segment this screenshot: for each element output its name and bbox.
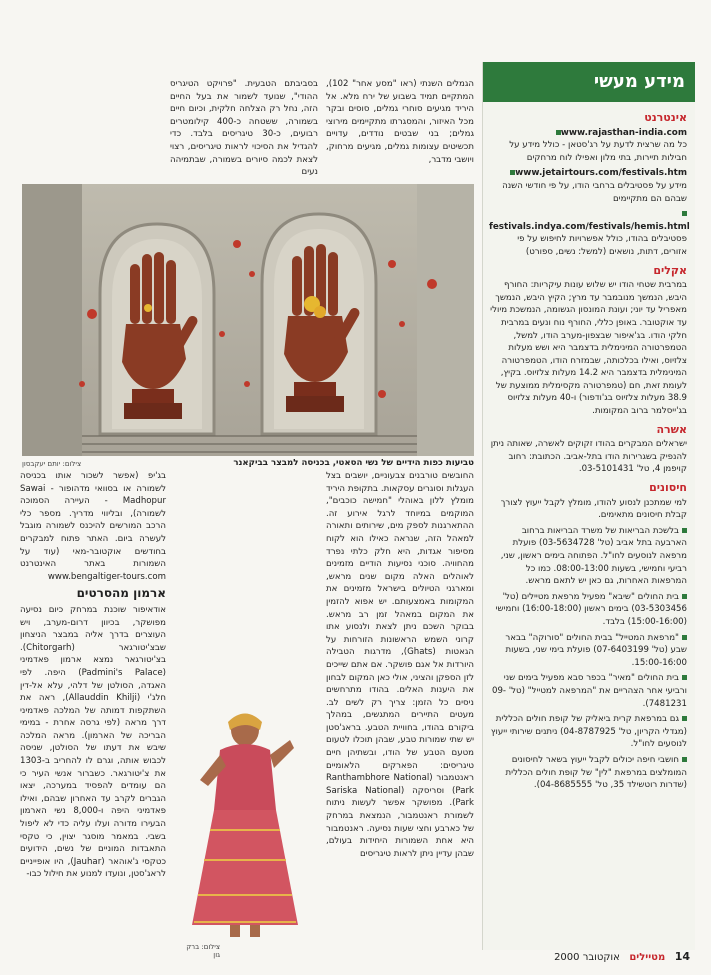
bullet-square-icon [682,211,687,216]
bullet-square-icon [682,675,687,680]
vaccine-item: בית החולים "שיבא" מפעיל מרפאת מטיילים (טל' 03-5303456) בימים ראשון (16:00-18:00) וחמישי (15:00-16:00) בלבד. [495,591,687,627]
url-link[interactable]: www.rajasthan-india.com [489,127,687,140]
climate-heading: אקלים [653,263,687,277]
vaccine-item: בלשכת הבריאות של משרד הבריאות ברחוב הארבעה בתל אביב (טל' 03-5634728) פועלת מרפאה לנוסעים לחו"ל. הפתוחה בימים ראשון, שני, רביעי וחמישי, בשעות 08:00-13:00. כמו כל המרפאות האחרות, גם כאן יש לתאם מראש. [500,525,687,587]
bullet-square-icon [682,716,687,721]
practical-info-sidebar [482,62,695,950]
url-description: מידע על פסטיבלים ברחבי הודו, על פי חודשי השנה שבהם הם מתקיימים [502,180,687,204]
article-text: אודאיפור שוכנת במרחק כיום נסיעה מפושקר, בכיוון דרום-מערב, ויש העוצרים בדרך אליה במבצר הניצחון שבצ'יטורגאר (Chitorgarh). בצ'יטורגאר נמצא ארמון פאדמיני (Padmini's Palace) היפה. לפי האגדה, הסולטן של דלהי, עלא אל-דין חלג'י (Allauddin Khilji), ראה את השתקפות דמותה של המלכה פאדמיני דרך מראה (לפי גרסה אחרת - במימי הבריכה של הארמון). מראה המלכה שיבש את דעתו של הסולטן, שניסה לכבוש אותה, וגרם לו להחריב ב-1303 את צ'יטורגאר. כשברור אנשי העיר כי הם עומדים להפסיד במערכה, יצאו הגברים לקרב עד האחרון שבהם, ואילו פאדמיני היפה ו-8,000 נשי הארמון הבעירו מדורה ועלו עליה כדי לא ליפול בשבי. במאמר מוסגר יצוין, כי טקסי התאבדות המוניים של נשים, הידועים כטקסי ג'אוהאר (Jauhar), היו אופייניים לראג'סטן, ונועדו למנוע את חילול כבו- [20,604,166,880]
photo-caption-text: טביעות כפות הידיים של נשי הסאטי, בכניסה למבצר בביקאנר [233,458,474,468]
url-link[interactable]: www.jetairtours.com/festivals.htm [489,167,687,180]
article-column-bottom-left [20,470,166,881]
visa-text: ישראלים המבקרים בהודו זקוקים לאשרה, שאותה ניתן להנפיק בשגרירות הודו בתל-אביב. הכתובת: רחוב קויפמן 4, טל' 03-5101431. [490,439,687,475]
vaccine-item: חושבי חיפה יכולים לקבל ייעוץ בשאר לחיסונים המומלצים במרפאת "לין" של קופת חולים הכללית (שדרות רוטשילד 35, טל' 04-8685555). [505,754,687,791]
internet-heading: אינטרנט [644,111,687,124]
dancer-illustration [180,700,310,940]
handprints-illustration [22,184,474,456]
issue-date: אוקטובר 2000 [554,952,620,963]
climate-text: במרבית שטחי הודו יש שלוש עונות עיקריות: החורף היבש, הנמשך מנובמבר עד מרץ; הקיץ היבש, הנמשך מאפריל עד יוני; ועונת המונסון הגשומה, הנמשכת מיולי עד אוקטובר. באופן כללי, החורף נוח ונעים במרבית חלקי הודו. בג'איפור שבצפון-מערב הודו, למשל, הטמפרטורה המינימלית בדצמבר היא ושש מעלות צלזיוס, ואילו בכלכותה, שבמזרח הודו, הטמפרטורה המינימלית בדצמבר היא 14.2 מעלות צלזיוס. בקיץ, לעומת זאת, חם (טמפרטורה מקסימלית ממוצעת של 38.9 מעלות צלזיוס בג'ודפור) ו-40 מעלות צלזיוס בג'ייסלמר ברוב המקומות. [490,280,687,417]
bullet-square-icon [682,757,687,762]
bullet-square-icon [682,635,687,640]
page-footer [520,950,690,966]
handprints-photo [22,184,474,456]
magazine-name: מטיילים [629,952,666,963]
article-column-top-right: הגמלים השנתי (ראו "מסע אחר" 102), המתקיים תמיד בשבוע של ירח מלא. אל היריד מגיעים סוחרי גמלים, סוסים ובקר מכל האיזור, והמסגרתו מתקיימים מירוצי גמלים; בני שבטים נודדים, עדויים תכשיטים עצומות גמלים, מגיעים מרחוק, ויושבי מדבר, [326,79,474,165]
article-column-top-middle: בסביבתם הטבעית. "פרויקט הטיגריס ההודי", שנועד לשמור את בעל החיים הזה, נחל רק הצלחה חלקית, וכיום חיים בשמורה, ששטחה כ-400 קילומטרים רבועים, כ-30 טיגריסים בלבד. כדי להגדיל את הסיכוי לראות טיגריסים, רצוי לצאת לכמה סיורים בשמורה, שבתמיהה נעים [170,79,319,178]
bullet-square-icon [682,594,687,599]
page-number: 14 [674,950,690,963]
vaccines-heading: חיסונים [649,481,687,495]
tiger-tours-link[interactable]: www.bengaltiger-tours.com [47,571,166,582]
visa-heading: אשרה [656,422,687,436]
article-text: בג'יפ (אפשר לשכור אותו בכניסה לשמורה או בסוואי מדהופור - Sawai Madhopur - העיירה הסמוכה לשמורה), ובליווי מדריך. מספר כלי הרכב המורשים להיכנס לשמורה מוגבל לעשרה ביום. האתר פתוח למבקרים בחודשים אוקטובר-מאי (עוד על השמורות באתר האינטרנט [20,471,166,570]
url-description: פסטיבלים בהודו, כולל אפשרויות לחיפוש על פי אזורים, דתות, נושאים (למשל: נשים, ספורט) [517,234,687,257]
url-description: כל מה שרצית לדעת על רג'סטאן - כולל מידע על חבילות תיירות, בתי מלון ואפילו לוח מרחקים [509,140,687,163]
url-link[interactable]: festivals.indya.com/festivals/hemis.html [489,208,687,233]
photo-credit: צילום: יותם יעקבסון [22,460,82,468]
bullet-square-icon [682,528,687,533]
sidebar-body [483,102,695,792]
section-heading-palace: ארמון מהסרטים [76,586,166,601]
dancer-photo [180,700,310,940]
vaccine-item: "מרפאת המטייל" בבית החולים "סורוקה" בבאר שבע (טל' 07-6403199) פועלת בימי שני, בשעות 15:00-16:00. [505,632,687,668]
vaccines-intro: למי שמתכנן לנסוע להודו, מומלץ לקבל ייעוץ לצורך קבלת חיסונים מתאימים. [500,497,687,521]
sidebar-title: מידע מעשי [483,62,695,102]
vaccine-item: גם במרפאת קרית ביאליק של קופת חולים הכללית (מגדלי הקריון, טל' 04-8787925) ניתנים שירותי ייעוץ לנוסעים לחו"ל. [490,714,687,750]
article-column-bottom-right: החובשים טורבנים צבעוניים, יושבים בצל העגלות וסוגרים עסקאות. בתקופת היריד מומלץ ללון באוהלי "חמישה כוכבים", המוקמים במיוחד לרגל אירוע זה. ההתארגנות לספק מים, שירותים ותאורה למאהל הזה, שנראה כאילו הוא לקוח מסיפור אגדות, היא חלק כלתי נפרד מהחוויה. סוכני נסיעות הודיים מזמינים לאוהלים האלה מקום שנים מראש, ומארגני הטיולים בישראל מזמינים את המקומות באמצעותם. יש אפוא להזמין את המקום במאהל זמן רב מראש. בבוקר השכם ניתן לצאת ולנסוע אתו קרוני השמש הראשונות הזורחות על הגאטות (Ghats), מדרגות הטבילה היורדות אל אגם פושקר. אם אתם שייכים לזן הספקן והציני, אולי כאן המקום לבחון את היענות האלים. בהודו מתרחשים ניסים כל הזמן: צריך רק לשים לב. מעטים התיירים המתגשים, במהלך ביקורם בהודו, בחוויית הטבע. בראג'סטן יש שתי שמורות טבע, שבהן תוכלו לטעום מטעם הטבע של הודו, ובשתיהן חיים טיגריסים: הפארקים הלאומיים ראנטמבור (Ranthambhore National Park) וסריסקה (Sariska National Park). מפושקר אפשר לעשות ניתוח לשמורת ראנטמבור, הנמצאת במרחק של כארבע וחצי שעות נסיעה. ראנטמבור היא אחת השמורות היחידות בעולם, שבהן עדיין ניתן לראות טיגריסים [326,471,474,859]
dancer-credit: צילום: ברק גון [186,943,220,959]
vaccine-item: בית החולים "מאיר" בכפר סבא מפעיל בימים שני ורביעי אחר הצהריים את "המרפאה למטייל" (טל' 09-7481231). [491,673,687,709]
